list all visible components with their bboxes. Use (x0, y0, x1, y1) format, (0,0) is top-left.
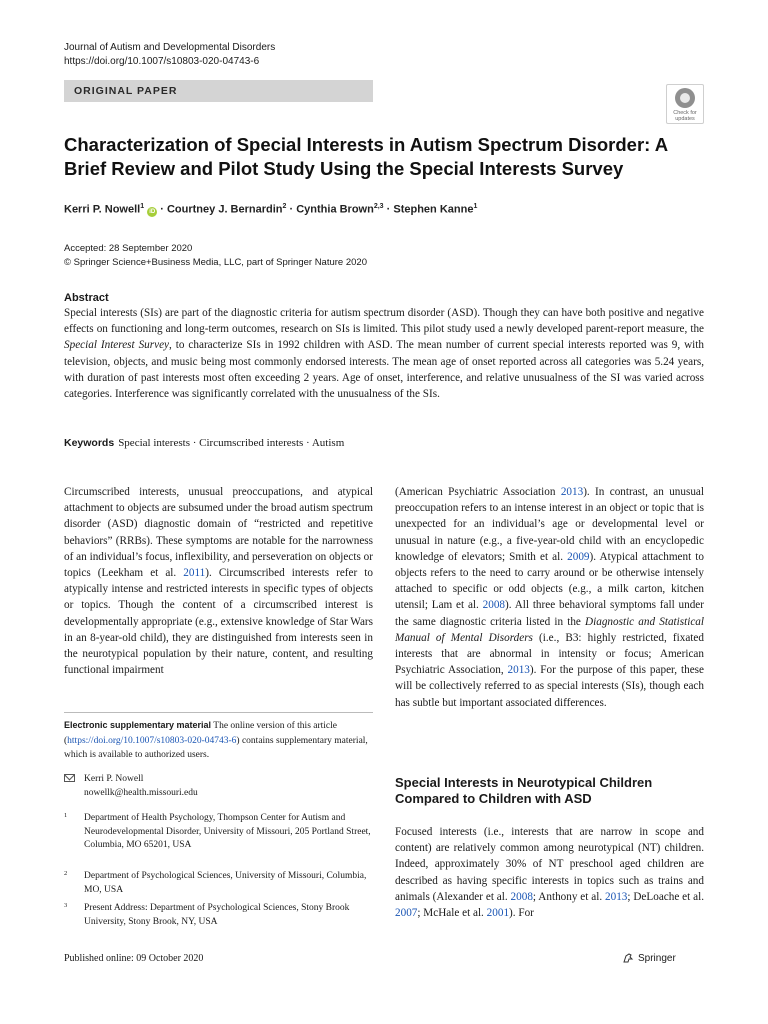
contact-name: Kerri P. Nowell (84, 774, 144, 784)
citation-link[interactable]: 2013 (560, 486, 584, 498)
citation-link[interactable]: 2001 (486, 907, 510, 920)
author-separator: · (289, 203, 294, 216)
section-heading: Special Interests in Neurotypical Children Compared to Children with ASD (395, 775, 653, 806)
copyright-notice: © Springer Science+Business Media, LLC, part of Springer Nature 2020 (64, 257, 367, 268)
publisher-logo (622, 952, 676, 964)
citation-link[interactable]: 2011 (183, 567, 206, 580)
journal-name: Journal of Autism and Developmental Disorders (64, 42, 276, 53)
check-updates-label: Check for updates (673, 110, 697, 122)
article-meta (64, 242, 367, 270)
abstract-heading: Abstract (64, 292, 109, 304)
published-date: Published online: 09 October 2020 (64, 953, 204, 964)
author-affiliation: 2,3 (373, 203, 384, 210)
body-column-right-section: Focused interests (i.e., interests that are narrow in scope and content) are relatively common among neurotypical (NT) children. Indeed, approximately 30% of NT preschool aged children are described as having specific interests in topics such as trains and animals (Alexander et al. 2008; Anthony et al. 2013; DeLoache et al. 2007; McHale et al. 2001). For (395, 826, 705, 920)
journal-header (64, 41, 275, 69)
footnote-divider (64, 712, 373, 713)
author-name[interactable]: Stephen Kanne (393, 203, 474, 216)
author-separator: · (160, 203, 164, 216)
doi-link[interactable]: https://doi.org/10.1007/s10803-020-04743-6 (64, 56, 260, 67)
affiliation-2: 2 Department of Psychological Sciences, University of Missouri, Columbia, MO, USA (64, 870, 367, 895)
check-for-updates-badge[interactable] (666, 84, 704, 124)
accepted-date: Accepted: 28 September 2020 (64, 243, 193, 254)
paper-title: Characterization of Special Interests in Autism Spectrum Disorder: A Brief Review and Pilot Study Using the Special Interests Survey (64, 134, 668, 179)
citation-link[interactable]: 2013 (605, 890, 628, 903)
abstract-text: Special interests (SIs) are part of the diagnostic criteria for autism spectrum disorder (ASD). Though they can have both positive and negative effects on functioning and long-term outcomes, research on SIs is limited. This pilot study used a newly developed parent-report measure, the Special Interest Survey, to characterize SIs in 1992 children with ASD. The mean number of current special interests reported was 9, with television, objects, and music being most commonly endorsed interests. The mean age of onset reported across all categories was 5.24 years, with duration of past interests most often exceeding 2 years. Age of onset, interference, and relative unusualness of the SI was varied across categories. Interference was significantly correlated with the unusualness of the SIs. (64, 307, 704, 401)
citation-link[interactable]: 2013 (507, 664, 530, 677)
springer-horse-icon (622, 952, 634, 964)
author-separator: · (386, 203, 391, 216)
contact-email[interactable]: nowellk@health.missouri.edu (84, 788, 198, 798)
publisher-name: Springer (638, 952, 676, 964)
body-column-left: Circumscribed interests, unusual preoccupations, and atypical attachment to objects are subsumed under the broad autism spectrum disorder (ASD) diagnostic domain of “restricted and repetitive behaviors” (RRBs). These symptoms are notable for the narrowness of an individual’s focus, inflexibility, and perseveration on objects or topics (Leekham et al. 2011). Circumscribed interests refer to atypically intense and restricted interests in specific types of objects or topics. Though the content of a circumscribed interest is developmentally appropriate (e.g., extensive knowledge of Star Wars in an 8-year-old child), they are distinguished from interests seen in the neurotypical population by their nature, content, and resulting functional impairment (64, 486, 373, 677)
article-type-label: ORIGINAL PAPER (64, 80, 373, 102)
orcid-icon[interactable]: iD (149, 208, 156, 215)
supplementary-note: Electronic supplementary material The online version of this article (https://doi.org/10.1007/s10803-020-04743-6) contains supplementary material, which is available to authorized users. (64, 720, 368, 760)
citation-link[interactable]: 2009 (567, 550, 590, 563)
author-name[interactable]: Cynthia Brown (296, 203, 374, 216)
author-affiliation: 2 (282, 203, 287, 210)
citation-link[interactable]: 2007 (395, 907, 418, 920)
keywords (64, 437, 344, 449)
mail-icon (64, 774, 75, 782)
body-column-right: (American Psychiatric Association 2013). In contrast, an unusual preoccupation refers to an intense interest in an object or topic that is unexpected for an individual’s age or developmental level or unusual in nature (e.g., a five-year-old child with an encyclopedic knowledge of elevators; Smith et al. 2009). Atypical attachment to objects refers to the need to carry around or be otherwise intensely attached to specific or odd objects (e.g., a milk carton, kitchen utensil; Lam et al. 2008). All three behavioral symptoms fall under the same diagnostic criteria listed in the Diagnostic and Statistical Manual of Mental Disorders (i.e., B3: highly restricted, fixated interests that are abnormal in intensity or focus; American Psychiatric Association, 2013). For the purpose of this paper, these will be collectively referred to as special interests (SIs), though each has subtle but important associated differences. (395, 486, 705, 709)
affiliation-3: 3 Present Address: Department of Psychological Sciences, Stony Brook University, Stony Brook, NY, USA (64, 902, 350, 927)
keywords-text: Special interests · Circumscribed interests · Autism (118, 437, 345, 449)
author-list (64, 203, 477, 217)
keywords-label: Keywords (64, 437, 115, 449)
citation-link[interactable]: 2008 (482, 599, 505, 612)
affiliation-1: 1 Department of Health Psychology, Thompson Center for Autism and Neurodevelopmental Disorder, University of Missouri, 205 Portland Street, Columbia, MO 65201, USA (64, 812, 371, 850)
author-affiliation: 1 (473, 203, 478, 210)
author-name[interactable]: Kerri P. Nowell (64, 203, 141, 216)
check-updates-icon (675, 88, 695, 108)
contact-info (64, 772, 373, 927)
author-affiliation: 1 (140, 203, 145, 210)
author-name[interactable]: Courtney J. Bernardin (166, 203, 283, 216)
citation-link[interactable]: 2008 (510, 890, 533, 903)
esm-link[interactable]: https://doi.org/10.1007/s10803-020-04743-6 (67, 735, 237, 746)
